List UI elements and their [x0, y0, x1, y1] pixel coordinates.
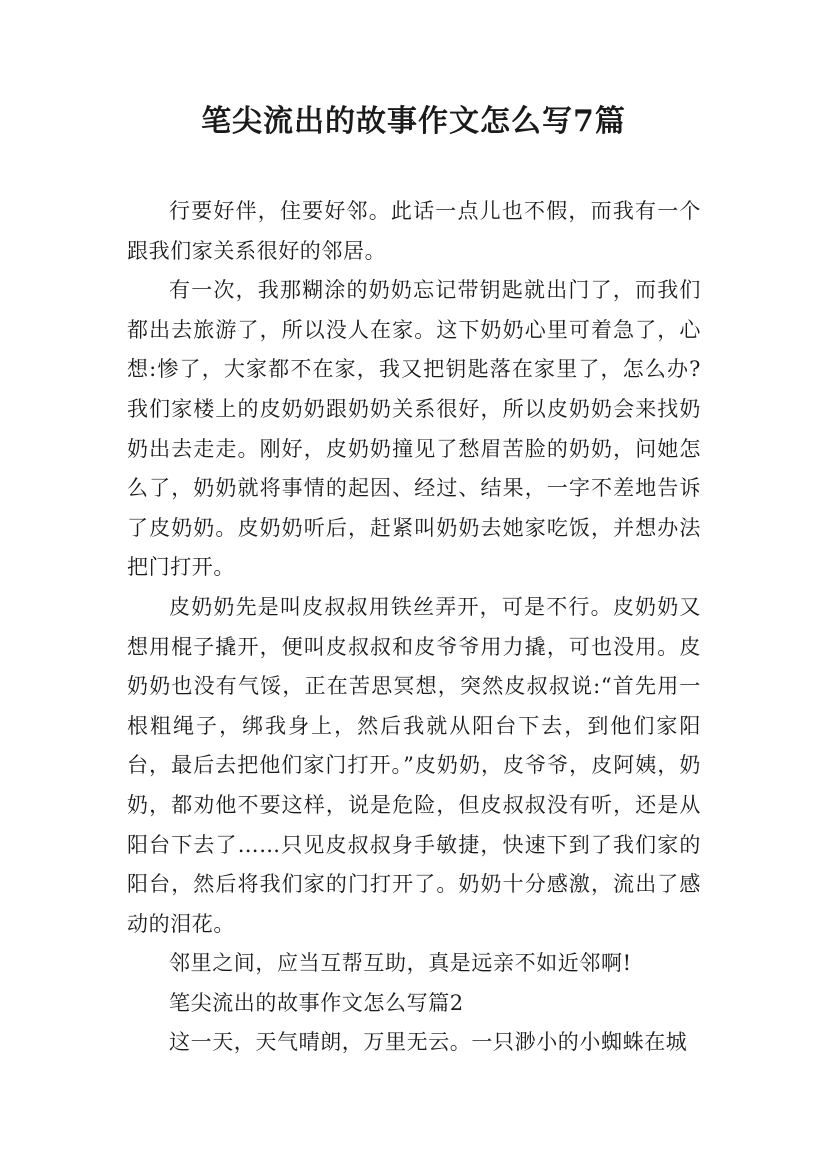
- paragraph-1: 行要好伴，住要好邻。此话一点儿也不假，而我有一个跟我们家关系很好的邻居。: [127, 199, 701, 263]
- paragraph-3: 皮奶奶先是叫皮叔叔用铁丝弄开，可是不行。皮奶奶又想用棍子撬开，便叫皮叔叔和皮爷爷用力撬，可也没用。皮奶奶也没有气馁，正在苦思冥想，突然皮叔叔说:“首先用一根粗绳子，绑我身上，然后我就从阳台下去，到他们家阳台，最后去把他们家门打开。”皮奶奶，皮爷爷，皮阿姨，奶奶，都劝他不要这样，说是危险，但皮叔叔没有听，还是从阳台下去了……只见皮叔叔身手敏捷，快速下到了我们家的阳台，然后将我们家的门打开了。奶奶十分感激，流出了感动的泪花。: [127, 594, 701, 936]
- paragraph-4: 邻里之间，应当互帮互助，真是远亲不如近邻啊!: [169, 951, 632, 976]
- document-title: 笔尖流出的故事作文怎么写7篇: [201, 104, 626, 139]
- document-body: [127, 192, 701, 1063]
- section-heading-2: 笔尖流出的故事作文怎么写篇2: [169, 990, 464, 1015]
- paragraph-2: 有一次，我那糊涂的奶奶忘记带钥匙就出门了，而我们都出去旅游了，所以没人在家。这下奶奶心里可着急了，心想:惨了，大家都不在家，我又把钥匙落在家里了，怎么办?我们家楼上的皮奶奶跟奶奶关系很好，所以皮奶奶会来找奶奶出去走走。刚好，皮奶奶撞见了愁眉苦脸的奶奶，问她怎么了，奶奶就将事情的起因、经过、结果，一字不差地告诉了皮奶奶。皮奶奶听后，赶紧叫奶奶去她家吃饭，并想办法把门打开。: [127, 278, 701, 580]
- paragraph-5: 这一天，天气晴朗，万里无云。一只渺小的小蜘蛛在城: [169, 1030, 688, 1055]
